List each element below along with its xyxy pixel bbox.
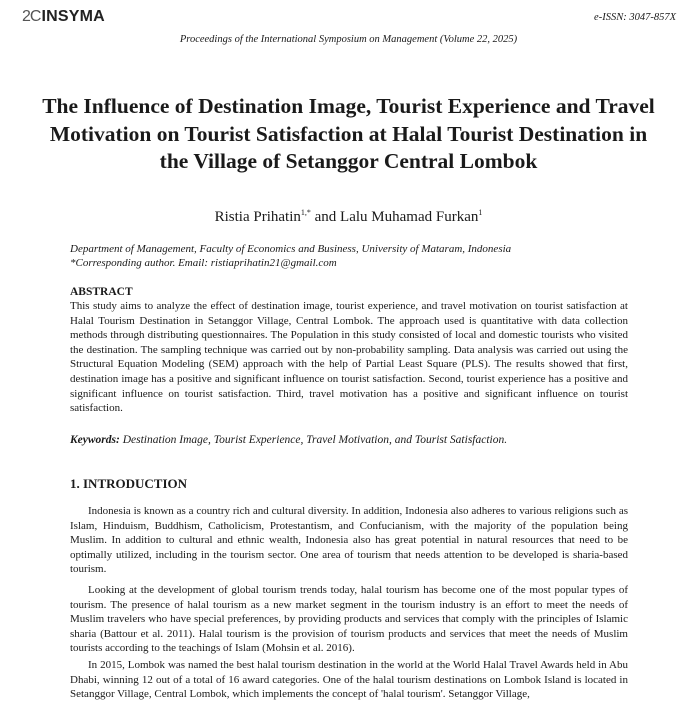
paper-title: The Influence of Destination Image, Tourist Experience and Travel Motivation on Tourist Satisfaction at Halal Tourist Destination in the Village of Setanggor Central Lombok (42, 94, 655, 173)
abstract-heading: ABSTRACT (70, 286, 133, 298)
logo-text: INSYMA (41, 8, 105, 25)
affiliation-block (70, 242, 670, 270)
logo-mark: 2C (22, 8, 41, 25)
proceedings-line: Proceedings of the International Symposium on Management (Volume 22, 2025) (179, 34, 518, 45)
author-1-superscript: 1,* (300, 208, 311, 217)
introduction-heading: 1. INTRODUCTION (70, 476, 188, 491)
abstract-text: This study aims to analyze the effect of destination image, tourist experience, and travel motivation on tourist satisfaction at Halal Tourism Destination in Setanggor Village, Central Lombok. The approach used is quantitative with data collection methods through distributing questionnaires. The Population in this study consisted of local and domestic tourists who visited the destination. The sampling technique was carried out by non-probability sampling. Data analysis was carried out using the Structural Equation Modeling (SEM) approach with the help of Partial Least Square (PLS). The results showed that first, destination image has a positive and significant influence on tourist satisfaction. Second, tourist experience has a positive and significant influence on tourist satisfaction. Third, travel motivation has a positive and significant influence on tourist satisfaction. (70, 300, 628, 415)
author-conjunction: and (310, 209, 341, 225)
author-2-name: Lalu Muhamad Furkan (340, 209, 479, 225)
corresponding-author-line: *Corresponding author. Email: ristiaprihatin21@gmail.com (70, 257, 337, 269)
author-line (0, 208, 697, 226)
page-header (22, 8, 676, 30)
keywords-line (70, 434, 650, 446)
introduction-paragraph-3: In 2015, Lombok was named the best halal tourism destination in the world at the World Halal Travel Awards held in Abu Dhabi, winning 12 out of a total of 16 award categories. One of the halal tourism destinations on Lombok Island is located in Setanggor Village, Central Lombok, which implements the concept of 'halal tourism'. Setanggor Village, (70, 659, 628, 701)
author-1-name: Ristia Prihatin (214, 209, 301, 225)
introduction-paragraph-2: Looking at the development of global tourism trends today, halal tourism has become one of the most popular types of tourism. The presence of halal tourism as a new market segment in the tourism industry is an effort to meet the needs of Muslim travelers who have special preferences, by providing products and services that comply with the principles of Islamic sharia (Battour et al. 2011). Halal tourism is the provision of tourism products and services that meet the needs of Muslim tourists according to the teachings of Islam (Mohsin et al. 2016). (70, 584, 628, 655)
introduction-paragraph-1: Indonesia is known as a country rich and cultural diversity. In addition, Indonesia also adheres to various religions such as Islam, Hinduism, Buddhism, Catholicism, Protestantism, and Confucianism, with the majority of the population being Muslim. In addition to cultural and ethnic wealth, Indonesia also has great potential in natural resources that need to be optimally utilized, including in the tourism sector. One area of tourism that needs attention to be developed is sharia-based tourism. (70, 505, 628, 576)
keywords-label: Keywords: (70, 434, 120, 446)
keywords-text: Destination Image, Tourist Experience, Travel Motivation, and Tourist Satisfaction. (119, 434, 508, 446)
author-2-superscript: 1 (478, 208, 483, 217)
affiliation-line: Department of Management, Faculty of Economics and Business, University of Mataram, Indonesia (70, 243, 512, 255)
issn-label: e-ISSN: 3047-857X (594, 12, 676, 23)
insyma-logo (22, 8, 105, 26)
